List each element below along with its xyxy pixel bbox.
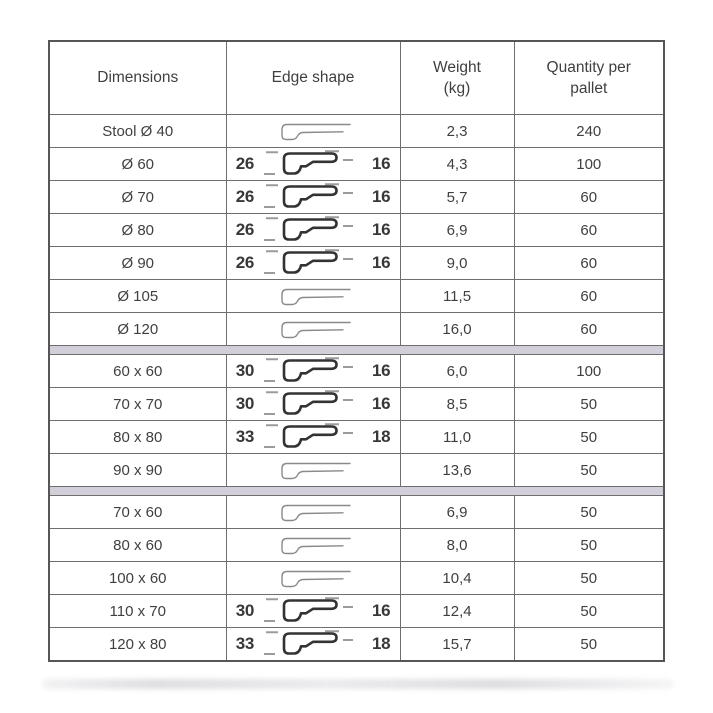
edge-profile-icon (272, 119, 354, 143)
dimensions-cell: Ø 70 (49, 181, 226, 214)
edge-shape-cell (226, 247, 400, 280)
weight-cell: 13,6 (400, 454, 514, 487)
quantity-cell: 60 (514, 280, 664, 313)
dimensions-cell: 80 x 60 (49, 529, 226, 562)
edge-shape-cell (226, 313, 400, 346)
edge-shape-cell (226, 529, 400, 562)
edge-shape-cell (226, 280, 400, 313)
weight-cell: 6,0 (400, 355, 514, 388)
quantity-cell: 100 (514, 148, 664, 181)
weight-cell: 2,3 (400, 115, 514, 148)
table-row (49, 247, 664, 280)
edge-shape-figure (227, 355, 400, 387)
weight-cell: 4,3 (400, 148, 514, 181)
col-header-dimensions (49, 41, 226, 115)
dimensions-cell: Stool Ø 40 (49, 115, 226, 148)
col-header-quantity: Quantity per pallet (514, 41, 664, 115)
dimensions-cell: 70 x 70 (49, 388, 226, 421)
edge-shape-figure (227, 247, 400, 279)
edge-shape-cell (226, 454, 400, 487)
dimensions-cell: 60 x 60 (49, 355, 226, 388)
edge-right-dimension: 16 (372, 154, 391, 173)
edge-right-dimension: 16 (372, 220, 391, 239)
quantity-cell: 50 (514, 454, 664, 487)
quantity-cell: 50 (514, 388, 664, 421)
edge-shape-cell (226, 214, 400, 247)
table-row (49, 628, 664, 662)
quantity-cell: 50 (514, 529, 664, 562)
weight-cell: 10,4 (400, 562, 514, 595)
quantity-cell: 100 (514, 355, 664, 388)
edge-profile-icon (272, 458, 354, 482)
table-row (49, 280, 664, 313)
edge-shape-figure (227, 280, 400, 312)
quantity-cell: 50 (514, 562, 664, 595)
edge-shape-figure (227, 421, 400, 453)
edge-profile-icon (272, 533, 354, 557)
weight-cell: 12,4 (400, 595, 514, 628)
quantity-cell: 50 (514, 595, 664, 628)
edge-left-dimension: 33 (235, 427, 254, 446)
dimensions-cell: Ø 80 (49, 214, 226, 247)
edge-left-dimension: 26 (235, 253, 254, 272)
edge-shape-figure (227, 388, 400, 420)
edge-profile-icon (263, 182, 363, 212)
table-row (49, 115, 664, 148)
edge-shape-cell (226, 496, 400, 529)
edge-right-dimension: 16 (372, 394, 391, 413)
table-header (49, 41, 664, 115)
edge-left-dimension: 30 (235, 394, 254, 413)
scan-artifact (42, 679, 674, 689)
spec-table (48, 40, 665, 662)
edge-left-dimension: 26 (235, 154, 254, 173)
edge-profile-icon (272, 317, 354, 341)
quantity-cell: 60 (514, 214, 664, 247)
section-separator (49, 346, 664, 355)
edge-shape-cell (226, 421, 400, 454)
edge-profile-icon (263, 248, 363, 278)
header-label: Weight (433, 58, 481, 76)
edge-shape-figure (227, 214, 400, 246)
dimensions-cell: Ø 120 (49, 313, 226, 346)
dimensions-cell: 120 x 80 (49, 628, 226, 662)
edge-shape-cell (226, 562, 400, 595)
edge-shape-figure (227, 181, 400, 213)
edge-profile-icon (263, 596, 363, 626)
edge-shape-cell (226, 115, 400, 148)
edge-left-dimension: 30 (235, 361, 254, 380)
edge-left-dimension: 26 (235, 187, 254, 206)
header-label: Edge shape (271, 69, 355, 87)
table-body (49, 115, 664, 662)
edge-shape-figure (227, 115, 400, 147)
edge-right-dimension: 16 (372, 361, 391, 380)
table-row (49, 529, 664, 562)
section-separator-band (49, 487, 664, 496)
table-row (49, 496, 664, 529)
table-row (49, 562, 664, 595)
header-row (49, 41, 664, 115)
edge-shape-cell (226, 595, 400, 628)
edge-profile-icon (263, 356, 363, 386)
weight-cell: 5,7 (400, 181, 514, 214)
edge-profile-icon (272, 500, 354, 524)
quantity-cell: 60 (514, 313, 664, 346)
dimensions-cell: 70 x 60 (49, 496, 226, 529)
quantity-cell: 240 (514, 115, 664, 148)
table-row (49, 421, 664, 454)
table-row (49, 388, 664, 421)
edge-right-dimension: 18 (372, 634, 391, 653)
dimensions-cell: 80 x 80 (49, 421, 226, 454)
edge-profile-icon (272, 284, 354, 308)
edge-profile-icon (263, 389, 363, 419)
dimensions-cell: Ø 105 (49, 280, 226, 313)
table-row (49, 454, 664, 487)
quantity-cell: 50 (514, 628, 664, 662)
weight-cell: 9,0 (400, 247, 514, 280)
edge-profile-icon (263, 149, 363, 179)
quantity-cell: 50 (514, 421, 664, 454)
quantity-cell: 60 (514, 181, 664, 214)
edge-shape-figure (227, 529, 400, 561)
edge-shape-cell (226, 355, 400, 388)
edge-right-dimension: 16 (372, 601, 391, 620)
table-row (49, 148, 664, 181)
col-header-weight: Weight (kg) (400, 41, 514, 115)
weight-cell: 6,9 (400, 496, 514, 529)
dimensions-cell: Ø 60 (49, 148, 226, 181)
table-row (49, 355, 664, 388)
edge-right-dimension: 18 (372, 427, 391, 446)
header-label: Dimensions (97, 69, 179, 87)
edge-shape-figure (227, 148, 400, 180)
edge-shape-cell (226, 628, 400, 662)
edge-profile-icon (263, 629, 363, 659)
edge-shape-cell (226, 148, 400, 181)
weight-cell: 8,0 (400, 529, 514, 562)
weight-cell: 8,5 (400, 388, 514, 421)
table-row (49, 214, 664, 247)
weight-cell: 6,9 (400, 214, 514, 247)
dimensions-cell: 100 x 60 (49, 562, 226, 595)
weight-cell: 16,0 (400, 313, 514, 346)
edge-shape-figure (227, 313, 400, 345)
edge-profile-icon (272, 566, 354, 590)
edge-shape-figure (227, 454, 400, 486)
col-header-edge-shape (226, 41, 400, 115)
header-label: Quantity per (546, 58, 631, 76)
edge-right-dimension: 16 (372, 187, 391, 206)
edge-shape-cell (226, 181, 400, 214)
dimensions-cell: Ø 90 (49, 247, 226, 280)
edge-shape-figure (227, 496, 400, 528)
weight-cell: 11,5 (400, 280, 514, 313)
edge-shape-figure (227, 595, 400, 627)
weight-cell: 15,7 (400, 628, 514, 662)
quantity-cell: 60 (514, 247, 664, 280)
weight-cell: 11,0 (400, 421, 514, 454)
edge-profile-icon (263, 422, 363, 452)
edge-left-dimension: 33 (235, 634, 254, 653)
section-separator-band (49, 346, 664, 355)
table-row (49, 313, 664, 346)
dimensions-cell: 110 x 70 (49, 595, 226, 628)
table-row (49, 181, 664, 214)
edge-shape-figure (227, 562, 400, 594)
edge-shape-figure (227, 628, 400, 660)
dimensions-cell: 90 x 90 (49, 454, 226, 487)
edge-left-dimension: 30 (235, 601, 254, 620)
edge-shape-cell (226, 388, 400, 421)
table-row (49, 595, 664, 628)
edge-right-dimension: 16 (372, 253, 391, 272)
edge-profile-icon (263, 215, 363, 245)
edge-left-dimension: 26 (235, 220, 254, 239)
section-separator (49, 487, 664, 496)
quantity-cell: 50 (514, 496, 664, 529)
